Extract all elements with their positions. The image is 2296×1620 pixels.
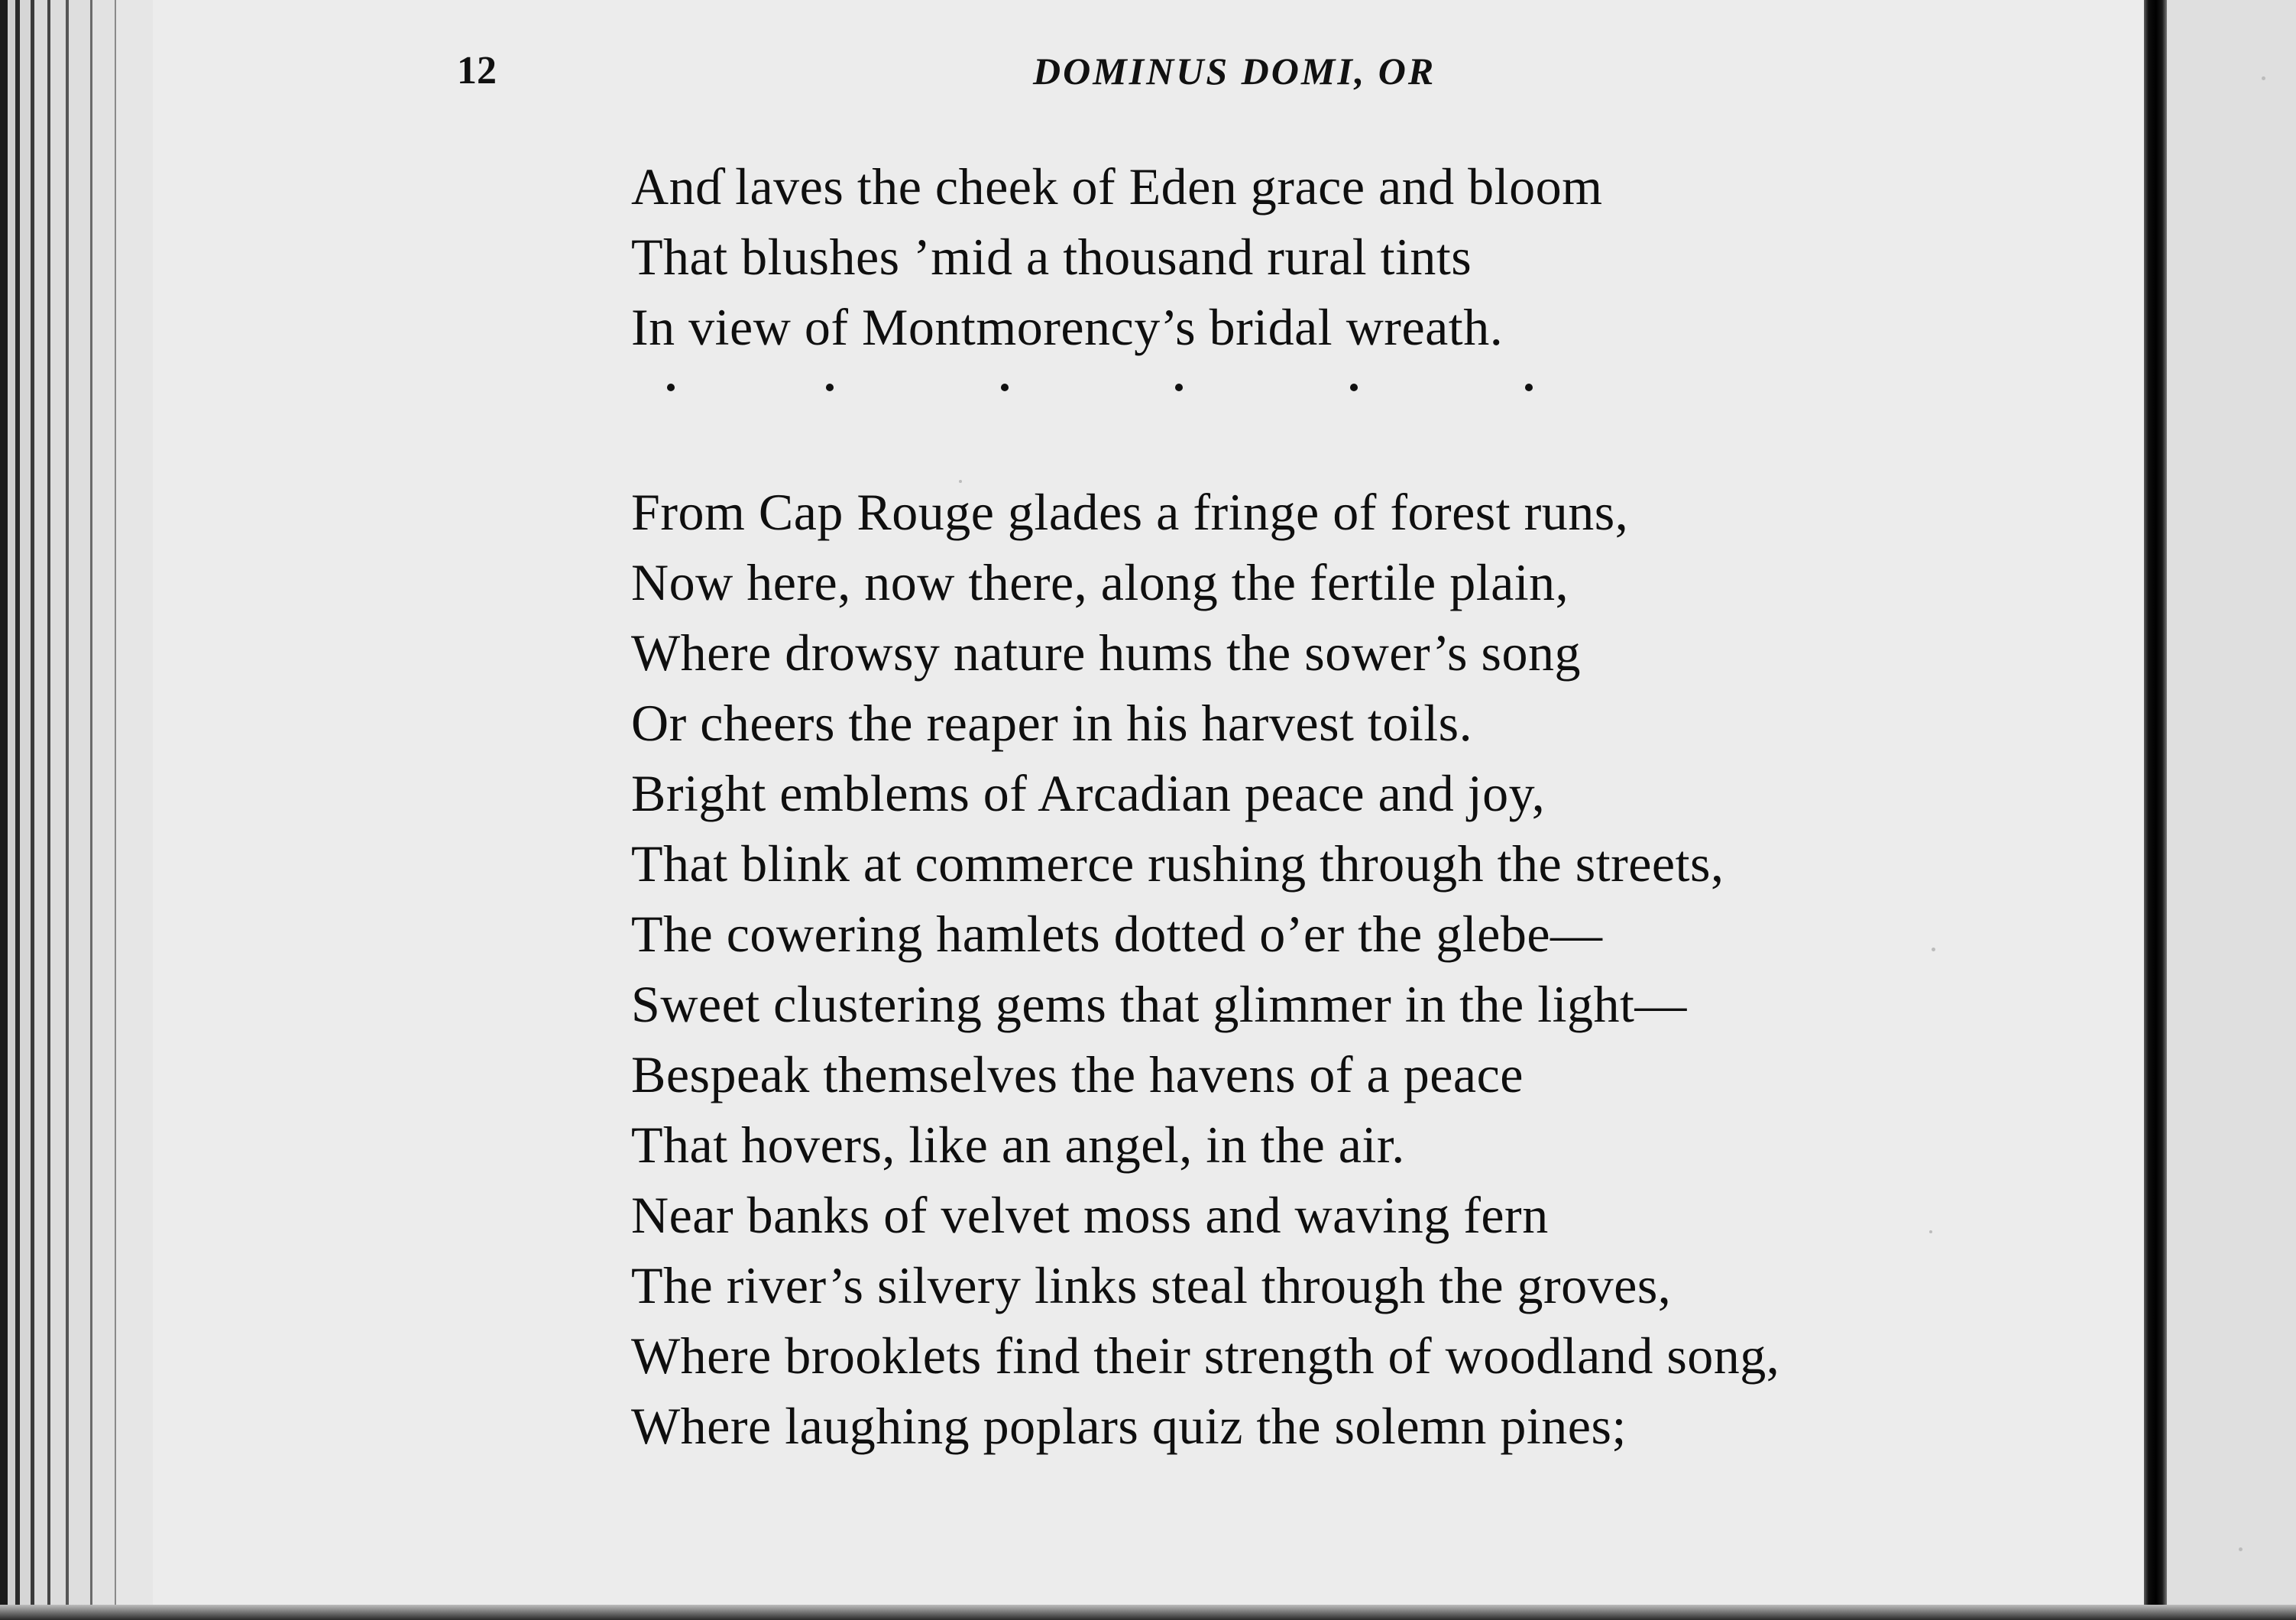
separator-dot: [1001, 384, 1009, 391]
paper-speck: [2239, 1547, 2243, 1551]
poem-line: In view of Montmorency’s bridal wreath.: [631, 298, 1504, 356]
page-number: 12: [457, 49, 497, 92]
poem-line: Now here, now there, along the fertile plain,: [631, 553, 1569, 611]
separator-dot: [667, 384, 675, 391]
poem-line: Or cheers the reaper in his harvest toils.: [631, 694, 1473, 752]
separator-dot: [1175, 384, 1183, 391]
binding-gutter: [2144, 0, 2167, 1620]
poem-line: The river’s silvery links steal through the groves,: [631, 1256, 1672, 1314]
separator-dot: [1350, 384, 1358, 391]
poem-line: Anɗ laves the cheek of Eden grace and bloom: [631, 157, 1603, 215]
stanza-gap: [631, 416, 2083, 477]
page-header: [0, 44, 2296, 98]
bottom-page-edge: [0, 1605, 2296, 1620]
poem-line: Bespeak themselves the havens of a peace: [631, 1045, 1524, 1103]
poem-text: [631, 151, 2083, 1461]
separator-dot: [1525, 384, 1533, 391]
poem-line: Bright emblems of Arcadian peace and joy,: [631, 764, 1546, 822]
stacked-page-edges: [0, 0, 153, 1620]
ellipsis-separator: [631, 362, 2083, 416]
poem-line: That blushes ’mid a thousand rural tints: [631, 228, 1472, 286]
poem-line: Where brooklets find their strength of woodland song,: [631, 1327, 1780, 1385]
poem-line: That hovers, like an angel, in the air.: [631, 1116, 1405, 1174]
poem-line: Sweet clustering gems that glimmer in the light—: [631, 975, 1687, 1033]
poem-line: From Cap Rouge glades a fringe of forest runs,: [631, 483, 1629, 541]
poem-line: Near banks of velvet moss and waving fern: [631, 1186, 1549, 1244]
adjacent-page-strip: [2167, 0, 2296, 1620]
poem-line: That blink at commerce rushing through the streets,: [631, 834, 1724, 893]
running-head: DOMINUS DOMI, OR: [1033, 50, 1436, 92]
poem-line: Where laughing poplars quiz the solemn pines;: [631, 1397, 1627, 1455]
poem-line: Where drowsy nature hums the sower’s song: [631, 624, 1581, 682]
poem-line: The cowering hamlets dotted o’er the glebe—: [631, 905, 1603, 963]
separator-dot: [826, 384, 834, 391]
